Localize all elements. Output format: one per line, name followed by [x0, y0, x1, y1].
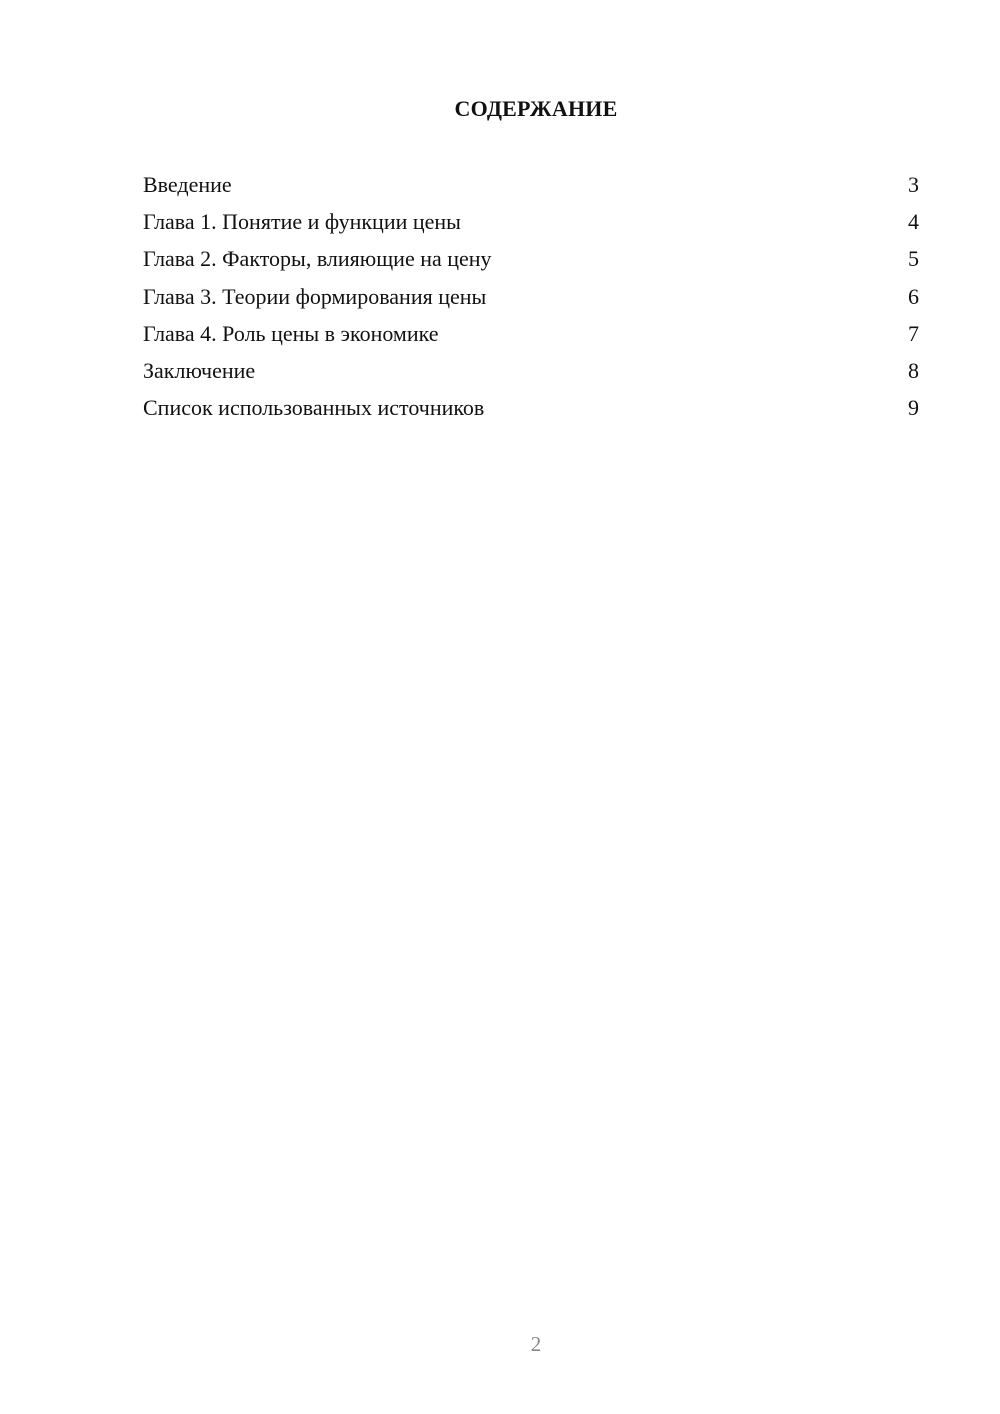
toc-entry-label: Введение	[143, 172, 232, 197]
toc-entry-page: 9	[908, 395, 919, 421]
toc-entry-chapter-3[interactable]	[143, 282, 919, 319]
toc-entry-page: 7	[908, 320, 919, 346]
toc-entry-label: Глава 4. Роль цены в экономике	[143, 320, 439, 346]
toc-entry-conclusion[interactable]	[143, 356, 919, 393]
toc-entry-introduction[interactable]	[143, 170, 919, 207]
toc-entry-label: Список использованных источников	[143, 395, 485, 421]
toc-entry-references[interactable]	[143, 393, 919, 430]
toc-entry-label: Глава 1. Понятие и функции цены	[143, 209, 461, 235]
toc-entry-label: Глава 2. Факторы, влияющие на цену	[143, 246, 492, 272]
toc-entry-page: 5	[908, 246, 919, 272]
toc-entry-chapter-2[interactable]	[143, 244, 919, 281]
page-number: 2	[530, 1332, 542, 1356]
toc-title: СОДЕРЖАНИЕ	[454, 96, 618, 121]
table-of-contents	[143, 170, 919, 430]
toc-entry-page: 4	[908, 209, 919, 235]
toc-entry-chapter-1[interactable]	[143, 207, 919, 244]
toc-entry-page: 6	[908, 283, 919, 309]
toc-entry-page: 8	[908, 357, 919, 383]
toc-entry-label: Глава 3. Теории формирования цены	[143, 283, 487, 309]
toc-entry-page: 3	[908, 172, 919, 197]
toc-entry-chapter-4[interactable]	[143, 319, 919, 356]
toc-entry-label: Заключение	[143, 357, 256, 383]
